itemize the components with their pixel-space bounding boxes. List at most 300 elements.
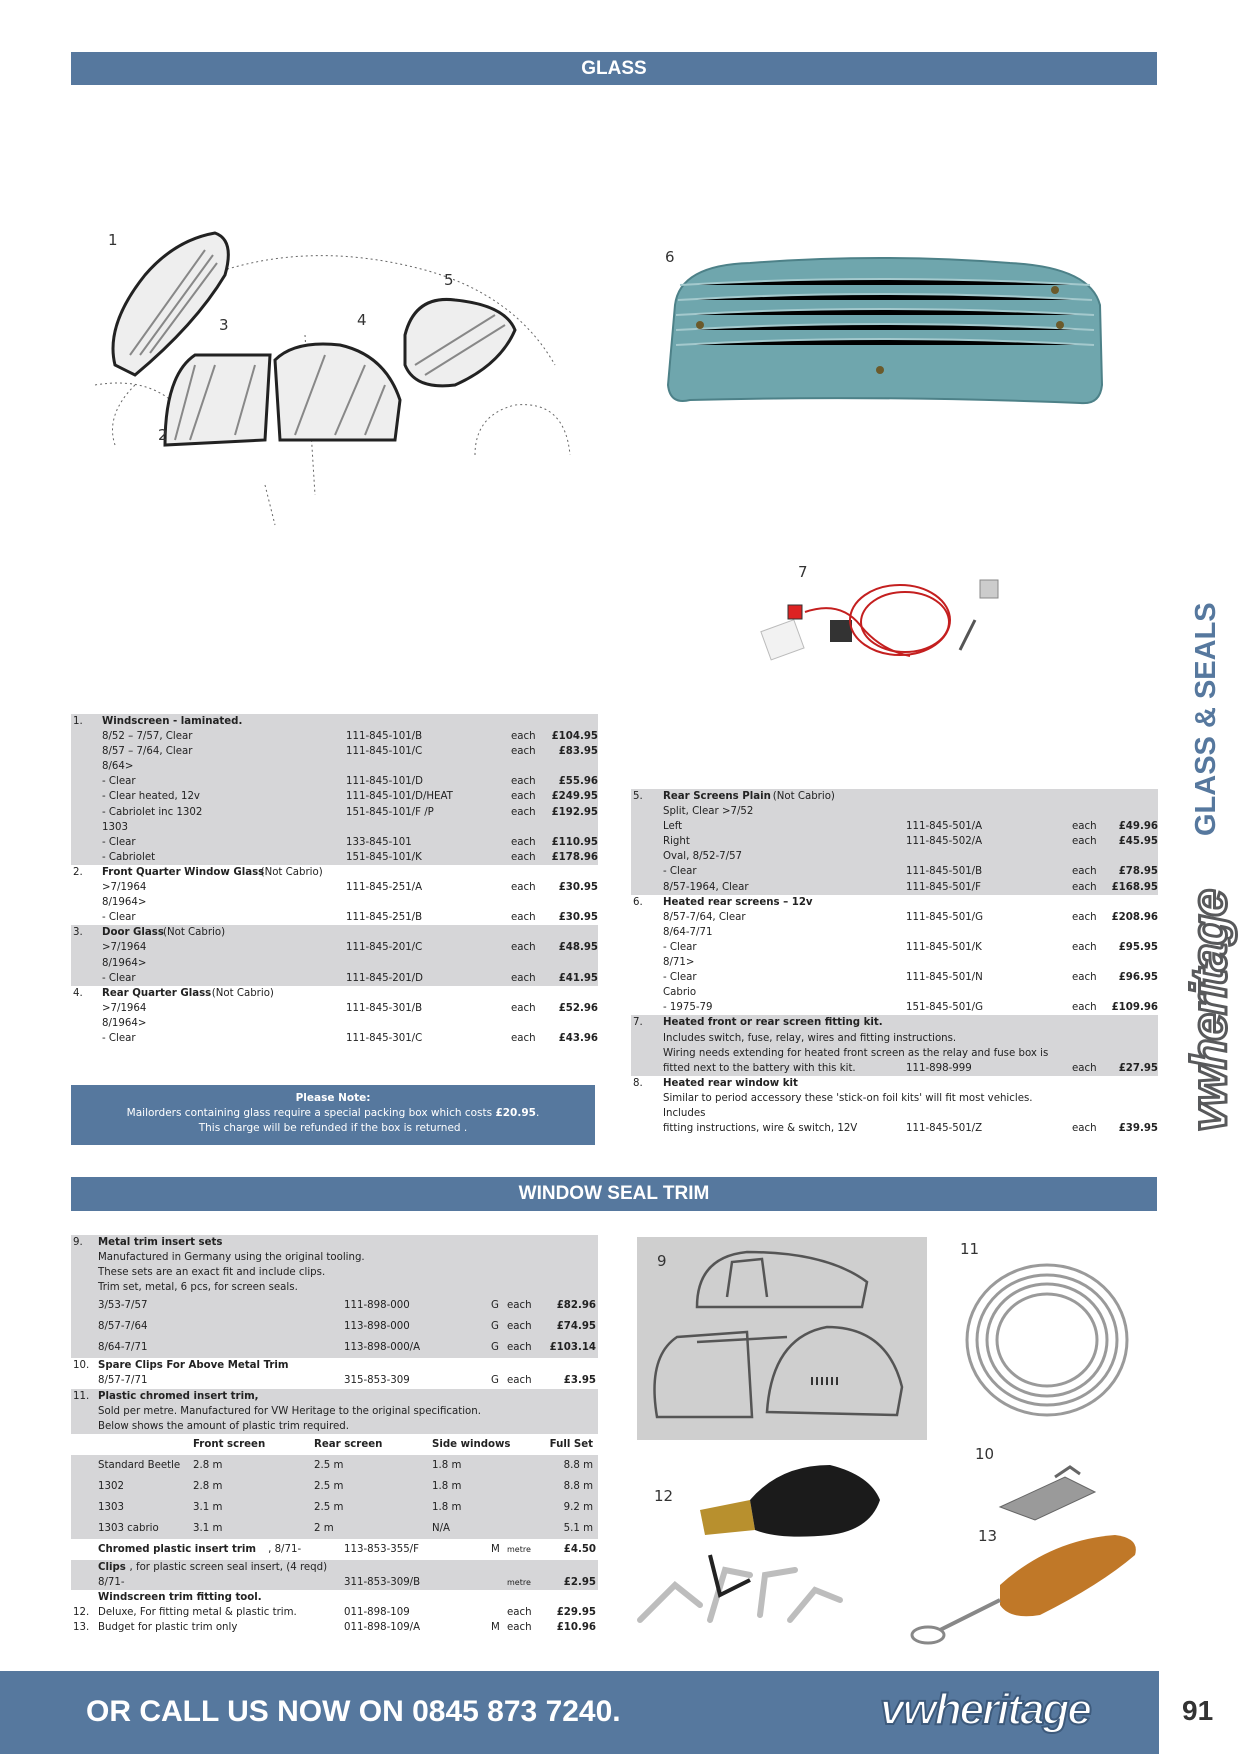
- part-number: 151-845-101/F /P: [346, 806, 434, 818]
- callout-11: 11: [960, 1240, 980, 1258]
- unit: each: [511, 1032, 536, 1044]
- item-description: 8/71-: [98, 1576, 125, 1588]
- table-row: [631, 1121, 1158, 1136]
- page-number: 91: [1182, 1695, 1214, 1726]
- trim-cell: 1.8 m: [432, 1480, 462, 1492]
- item-description: - Clear heated, 12v: [102, 791, 200, 803]
- item-description: Chromed plastic insert trim: [98, 1543, 256, 1555]
- spare-clip-photo: [995, 1462, 1105, 1522]
- trim-cell: 2.8 m: [193, 1480, 223, 1492]
- table-row: [71, 1605, 598, 1620]
- item-description: Windscreen trim fitting tool.: [98, 1592, 262, 1604]
- deluxe-tool-photo: [630, 1455, 910, 1630]
- trim-cell: 2.5 m: [314, 1480, 344, 1492]
- item-description: Includes switch, fuse, relay, wires and fitting instructions.: [663, 1032, 957, 1044]
- table-row: [71, 925, 598, 940]
- unit: each: [511, 746, 536, 758]
- item-description: Split, Clear >7/52: [663, 806, 754, 818]
- price: £45.95: [1118, 836, 1158, 848]
- trim-cell: 1303 cabrio: [98, 1522, 159, 1534]
- table-row: [71, 820, 598, 835]
- trim-cell: 1.8 m: [432, 1459, 462, 1471]
- item-description: 8/64>: [102, 761, 134, 773]
- trim-column-header: Front screen: [193, 1438, 266, 1450]
- table-row: [71, 1316, 598, 1337]
- table-row: [71, 986, 598, 1001]
- item-number: 2.: [73, 866, 83, 878]
- item-description: Deluxe, For fitting metal & plastic trim.: [98, 1607, 297, 1619]
- trim-sub-row: [71, 1518, 598, 1539]
- trim-sub-row: [71, 1455, 598, 1476]
- item-description: 8/52 – 7/57, Clear: [102, 731, 193, 743]
- item-description: - Clear: [102, 912, 136, 924]
- table-row: [71, 1337, 598, 1358]
- part-number: 111-845-502/A: [906, 836, 983, 848]
- table-row: [71, 1250, 598, 1265]
- item-description: Wiring needs extending for heated front screen as the relay and fuse box is: [663, 1047, 1049, 1059]
- callout-9: 9: [657, 1252, 667, 1270]
- note-line1-post: .: [535, 1107, 540, 1119]
- item-description: 8/1964>: [102, 897, 147, 909]
- item-description: Heated front or rear screen fitting kit.: [663, 1017, 883, 1029]
- part-number: 111-845-251/A: [346, 882, 423, 894]
- table-row: [71, 1590, 598, 1605]
- table-row: [631, 834, 1158, 849]
- item-description: Trim set, metal, 6 pcs, for screen seals.: [98, 1282, 298, 1294]
- part-number: 111-845-501/Z: [906, 1123, 983, 1135]
- item-description: Metal trim insert sets: [98, 1237, 223, 1248]
- part-number: 151-845-501/G: [906, 1002, 984, 1014]
- part-number: 111-845-101/C: [346, 746, 423, 758]
- callout-12: 12: [654, 1487, 674, 1505]
- table-row: [71, 1001, 598, 1016]
- price: £2.95: [563, 1576, 596, 1588]
- unit: each: [511, 851, 536, 863]
- unit: each: [511, 776, 536, 788]
- item-description: - Clear: [102, 836, 136, 848]
- table-row: [71, 805, 598, 820]
- table-row: [71, 850, 598, 865]
- price: £41.95: [558, 972, 598, 984]
- item-number: 1.: [73, 716, 83, 727]
- unit: each: [511, 1002, 536, 1014]
- unit: each: [511, 912, 536, 924]
- unit: each: [511, 836, 536, 848]
- table-row: [71, 1389, 598, 1404]
- item-description: Budget for plastic trim only: [98, 1622, 238, 1634]
- price: £208.96: [1111, 911, 1158, 923]
- part-number: 111-898-000: [344, 1300, 410, 1312]
- item-number: 3.: [73, 927, 83, 939]
- table-row: [631, 895, 1158, 910]
- table-row: [631, 1061, 1158, 1076]
- item-description: Cabrio: [663, 987, 697, 999]
- item-description: 8/71>: [663, 957, 695, 969]
- unit: each: [1072, 1123, 1097, 1135]
- table-row: [71, 1539, 598, 1560]
- item-description: 8/57 – 7/64, Clear: [102, 746, 193, 758]
- price: £82.96: [556, 1300, 596, 1312]
- item-description: Left: [663, 821, 683, 833]
- callout-13: 13: [978, 1527, 998, 1545]
- item-description: Manufactured in Germany using the original tooling.: [98, 1252, 365, 1264]
- price: £27.95: [1118, 1062, 1158, 1074]
- callout-7: 7: [798, 563, 808, 581]
- item-description: Spare Clips For Above Metal Trim: [98, 1360, 289, 1372]
- trim-cell: N/A: [432, 1522, 451, 1534]
- item-description-suffix: (Not Cabrio): [260, 866, 323, 878]
- unit: each: [511, 942, 536, 954]
- table-row: [71, 774, 598, 789]
- table-row: [71, 835, 598, 850]
- item-number: 8.: [633, 1077, 643, 1089]
- item-description: 3/53-7/57: [98, 1300, 148, 1312]
- trim-table: [71, 1235, 598, 1635]
- item-description: 8/57-7/64, Clear: [663, 911, 746, 923]
- item-number: 12.: [73, 1607, 90, 1619]
- price: £78.95: [1118, 866, 1158, 878]
- table-row: [631, 1106, 1158, 1121]
- item-description: 8/1964>: [102, 957, 147, 969]
- part-number: 111-845-101/D: [346, 776, 423, 788]
- price: £110.95: [551, 836, 598, 848]
- item-description: fitted next to the battery with this kit.: [663, 1062, 856, 1074]
- item-number: 11.: [73, 1390, 90, 1402]
- price: £192.95: [551, 806, 598, 818]
- part-number: 011-898-109/A: [344, 1622, 421, 1634]
- price: £104.95: [551, 731, 598, 743]
- trim-cell: 5.1 m: [563, 1522, 593, 1534]
- part-number: 111-845-201/C: [346, 942, 423, 954]
- unit: each: [507, 1321, 532, 1333]
- part-number: 011-898-109: [344, 1607, 410, 1619]
- table-row: [71, 744, 598, 759]
- trim-cell: Standard Beetle: [98, 1459, 181, 1471]
- plastic-trim-coil-photo: [962, 1260, 1132, 1420]
- table-row: [71, 1373, 598, 1388]
- price: £55.96: [558, 776, 598, 788]
- table-row: [71, 729, 598, 744]
- fitting-kit-photo: [760, 570, 1030, 680]
- side-section-title: GLASS & SEALS: [1190, 602, 1222, 836]
- part-number: 111-898-999: [906, 1062, 972, 1074]
- item-description-suffix: (Not Cabrio): [772, 791, 835, 802]
- grade: G: [491, 1321, 499, 1333]
- table-row: [71, 910, 598, 925]
- table-row: [71, 1620, 598, 1635]
- part-number: 111-845-501/K: [906, 941, 982, 953]
- part-number: 111-845-301/B: [346, 1002, 423, 1014]
- part-number: 111-845-501/F: [906, 881, 981, 893]
- glass-table-left: [71, 714, 598, 1046]
- item-description: Includes: [663, 1107, 706, 1119]
- grade: M: [491, 1622, 500, 1634]
- side-tab: [1190, 602, 1223, 836]
- part-number: 111-845-251/B: [346, 912, 423, 924]
- budget-tool-photo: [900, 1530, 1150, 1650]
- price: £168.95: [1111, 881, 1158, 893]
- table-row: [71, 1404, 598, 1419]
- table-row: [71, 1419, 598, 1434]
- callout-2: 2: [158, 426, 168, 444]
- trim-cell: 1303: [98, 1501, 124, 1513]
- side-brand-text: vwheritage: [1181, 890, 1237, 1132]
- unit: each: [511, 972, 536, 984]
- section-header-window-seal: [71, 1177, 1157, 1211]
- table-row: [631, 864, 1158, 879]
- item-description: Rear Screens Plain: [663, 791, 771, 802]
- item-description: 8/1964>: [102, 1017, 147, 1029]
- footer-brand-logo: vwheritage: [880, 1685, 1090, 1734]
- price: £30.95: [558, 882, 598, 894]
- table-row: [631, 1000, 1158, 1015]
- unit: each: [507, 1622, 532, 1634]
- table-row: [631, 1046, 1158, 1061]
- part-number: 111-845-501/N: [906, 972, 983, 984]
- unit: each: [507, 1375, 532, 1387]
- part-number: 311-853-309/B: [344, 1576, 421, 1588]
- table-row: [71, 1235, 598, 1250]
- item-number: 5.: [633, 791, 643, 802]
- table-row: [71, 1016, 598, 1031]
- price: £39.95: [1118, 1123, 1158, 1135]
- trim-column-header: Side windows: [432, 1438, 511, 1450]
- callout-6: 6: [665, 248, 675, 266]
- unit: each: [507, 1300, 532, 1312]
- trim-cell: 1.8 m: [432, 1501, 462, 1513]
- footer-bar: [0, 1671, 1159, 1754]
- item-description: - Cabriolet inc 1302: [102, 806, 203, 818]
- part-number: 113-898-000/A: [344, 1342, 421, 1354]
- trim-cell: 8.8 m: [563, 1459, 593, 1471]
- price: £49.96: [1118, 821, 1158, 833]
- unit: each: [1072, 941, 1097, 953]
- item-description: Front Quarter Window Glass: [102, 866, 265, 878]
- price: £103.14: [549, 1342, 596, 1354]
- table-row: [71, 880, 598, 895]
- item-description: >7/1964: [102, 942, 147, 954]
- item-description: Windscreen - laminated.: [102, 716, 243, 727]
- section-title: WINDOW SEAL TRIM: [518, 1183, 710, 1204]
- table-row: [631, 849, 1158, 864]
- unit: each: [511, 806, 536, 818]
- price: £29.95: [556, 1607, 596, 1619]
- part-number: 111-845-501/B: [906, 866, 983, 878]
- trim-cell: 8.8 m: [563, 1480, 593, 1492]
- part-number: 315-853-309: [344, 1375, 410, 1387]
- rear-screen-photo: [660, 255, 1105, 410]
- grade: G: [491, 1342, 499, 1354]
- trim-cell: 3.1 m: [193, 1522, 223, 1534]
- table-row: [71, 1280, 598, 1295]
- item-description: Similar to period accessory these 'stick-on foil kits' will fit most vehicles.: [663, 1092, 1033, 1104]
- item-description: Right: [663, 836, 690, 848]
- grade: G: [491, 1300, 499, 1312]
- table-row: [631, 985, 1158, 1000]
- item-description-suffix: (Not Cabrio): [163, 927, 226, 939]
- unit: each: [511, 882, 536, 894]
- note-price: £20.95: [495, 1107, 536, 1119]
- trim-cell: 2 m: [314, 1522, 334, 1534]
- price: £30.95: [558, 912, 598, 924]
- item-number: 4.: [73, 987, 83, 999]
- item-description: - Clear: [102, 972, 136, 984]
- trim-cell: 2.8 m: [193, 1459, 223, 1471]
- unit: each: [507, 1607, 532, 1619]
- table-row: [631, 970, 1158, 985]
- item-description: Plastic chromed insert trim,: [98, 1390, 259, 1402]
- callout-1: 1: [108, 231, 118, 249]
- item-description: - Clear: [102, 776, 136, 788]
- grade: M: [491, 1543, 500, 1555]
- unit: each: [1072, 972, 1097, 984]
- item-description: 8/64-7/71: [98, 1342, 148, 1354]
- item-description: - Clear: [663, 941, 697, 953]
- trim-cell: 2.5 m: [314, 1459, 344, 1471]
- item-description: Below shows the amount of plastic trim required.: [98, 1420, 349, 1432]
- item-description: 8/57-1964, Clear: [663, 881, 749, 893]
- item-description: - Clear: [102, 1032, 136, 1044]
- table-row: [71, 895, 598, 910]
- item-number: 7.: [633, 1017, 643, 1029]
- item-description: - Clear: [663, 972, 697, 984]
- price: £3.95: [563, 1375, 596, 1387]
- trim-sub-header: [71, 1434, 598, 1455]
- price: £74.95: [556, 1321, 596, 1333]
- item-description: These sets are an exact fit and include clips.: [98, 1267, 326, 1279]
- table-row: [631, 880, 1158, 895]
- price: £95.95: [1118, 941, 1158, 953]
- note-line1-text: Mailorders containing glass require a special packing box which costs: [126, 1107, 496, 1119]
- item-number: 10.: [73, 1360, 90, 1372]
- part-number: 111-845-301/C: [346, 1032, 423, 1044]
- table-row: [631, 1076, 1158, 1091]
- table-row: [631, 925, 1158, 940]
- section-header-glass: [71, 52, 1157, 85]
- item-description: - Cabriolet: [102, 851, 156, 863]
- price: £96.95: [1118, 972, 1158, 984]
- table-row: [71, 759, 598, 774]
- table-row: [631, 789, 1158, 804]
- item-description: fitting instructions, wire & switch, 12V: [663, 1123, 858, 1135]
- trim-cell: 1302: [98, 1480, 124, 1492]
- note-title: Please Note:: [295, 1092, 371, 1104]
- trim-cell: 3.1 m: [193, 1501, 223, 1513]
- item-number: 9.: [73, 1237, 83, 1248]
- price: £249.95: [551, 791, 598, 803]
- unit: each: [1072, 866, 1097, 878]
- item-description-suffix: , for plastic screen seal insert, (4 reqd): [129, 1561, 328, 1573]
- item-description: 8/57-7/71: [98, 1375, 148, 1387]
- unit: metre: [507, 1544, 531, 1554]
- item-description: Rear Quarter Glass: [102, 987, 212, 999]
- part-number: 111-845-501/A: [906, 821, 983, 833]
- part-number: 133-845-101: [346, 836, 412, 848]
- unit: metre: [507, 1577, 531, 1587]
- section-title: GLASS: [581, 58, 647, 79]
- unit: each: [1072, 911, 1097, 923]
- note-line2: This charge will be refunded if the box is returned .: [198, 1122, 468, 1134]
- price: £109.96: [1111, 1002, 1158, 1014]
- item-description: Sold per metre. Manufactured for VW Heritage to the original specification.: [98, 1405, 481, 1417]
- price: £4.50: [563, 1543, 596, 1555]
- item-description: Oval, 8/52-7/57: [663, 851, 743, 863]
- table-row: [71, 971, 598, 986]
- trim-column-header: Full Set: [549, 1438, 593, 1450]
- unit: each: [511, 731, 536, 743]
- table-row: [71, 1575, 598, 1590]
- part-number: 111-845-101/B: [346, 731, 423, 743]
- part-number: 111-845-101/D/HEAT: [346, 791, 453, 803]
- glass-diagram: [95, 215, 575, 535]
- item-description: - 1975-79: [663, 1002, 713, 1014]
- table-row: [631, 1015, 1158, 1030]
- unit: each: [507, 1342, 532, 1354]
- table-row: [71, 1295, 598, 1316]
- price: £48.95: [558, 942, 598, 954]
- part-number: 113-853-355/F: [344, 1543, 419, 1555]
- table-row: [71, 865, 598, 880]
- table-row: [71, 714, 598, 729]
- part-number: 113-898-000: [344, 1321, 410, 1333]
- callout-10: 10: [975, 1445, 995, 1463]
- unit: each: [1072, 836, 1097, 848]
- unit: each: [1072, 881, 1097, 893]
- item-description: >7/1964: [102, 1002, 147, 1014]
- price: £83.95: [558, 746, 598, 758]
- trim-cell: 9.2 m: [563, 1501, 593, 1513]
- unit: each: [1072, 1002, 1097, 1014]
- item-description: Heated rear screens – 12v: [663, 896, 813, 908]
- item-description: Door Glass: [102, 927, 164, 939]
- note-line1: [71, 1106, 595, 1121]
- item-description-suffix: (Not Cabrio): [211, 987, 274, 999]
- item-description: 8/64-7/71: [663, 926, 713, 938]
- packing-note: [71, 1085, 595, 1145]
- table-row: [631, 910, 1158, 925]
- callout-3: 3: [219, 316, 229, 334]
- item-description: 8/57-7/64: [98, 1321, 148, 1333]
- item-number: 6.: [633, 896, 643, 908]
- unit: each: [1072, 1062, 1097, 1074]
- trim-sub-row: [71, 1476, 598, 1497]
- item-description: - Clear: [663, 866, 697, 878]
- table-row: [631, 1091, 1158, 1106]
- metal-trim-photo: [637, 1237, 927, 1440]
- table-row: [631, 1031, 1158, 1046]
- grade: G: [491, 1375, 499, 1387]
- part-number: 151-845-101/K: [346, 851, 422, 863]
- trim-sub-row: [71, 1497, 598, 1518]
- part-number: 111-845-201/D: [346, 972, 423, 984]
- table-row: [71, 1265, 598, 1280]
- side-brand-logo: [1180, 891, 1238, 1132]
- price: £178.96: [551, 851, 598, 863]
- item-description: >7/1964: [102, 882, 147, 894]
- callout-4: 4: [357, 311, 367, 329]
- footer-call-text: OR CALL US NOW ON 0845 873 7240.: [86, 1695, 621, 1728]
- item-description-suffix: , 8/71-: [268, 1543, 302, 1555]
- table-row: [631, 955, 1158, 970]
- item-description: 1303: [102, 821, 128, 833]
- part-number: 111-845-501/G: [906, 911, 984, 923]
- price: £52.96: [558, 1002, 598, 1014]
- trim-cell: 2.5 m: [314, 1501, 344, 1513]
- unit: each: [511, 791, 536, 803]
- table-row: [71, 789, 598, 804]
- table-row: [631, 819, 1158, 834]
- glass-table-right: [631, 789, 1158, 1136]
